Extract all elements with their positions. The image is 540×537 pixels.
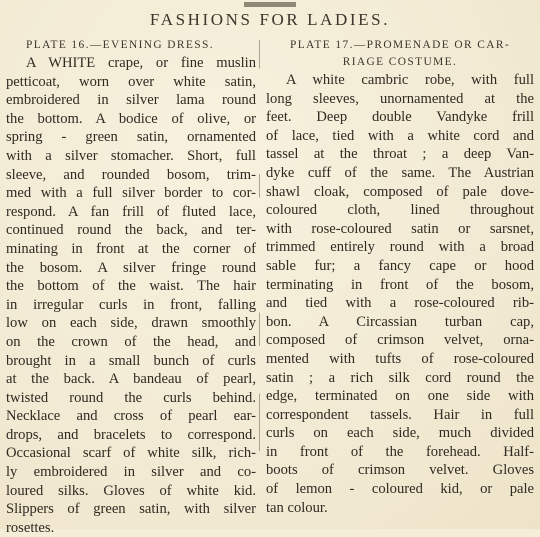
text-line: embroidered in silver lama round [6, 92, 256, 109]
text-line: trimmed entirely round with a broad [266, 239, 534, 256]
text-line: Occasional scarf of white silk, rich- [6, 445, 256, 462]
text-line: med with a full silver border to cor- [6, 185, 256, 202]
plate-17-text [266, 71, 534, 517]
text-line: ly embroidered in silver and co- [6, 464, 256, 481]
text-line: continued round the back, and ter- [6, 222, 256, 239]
header-ornament [244, 2, 296, 7]
plate-17-heading-line-2: RIAGE COSTUME. [342, 56, 458, 68]
text-line: long sleeves, unornamented at the [266, 90, 534, 107]
text-line: Slippers of green satin, with silver [6, 501, 256, 518]
text-line: sleeve, and rounded bosom, trim- [6, 166, 256, 183]
left-column [6, 37, 256, 537]
text-line: at the back. A bandeau of pearl, [6, 371, 256, 388]
text-line: Necklace and cross of pearl ear- [6, 408, 256, 425]
text-line: coloured cloth, lined throughout [266, 202, 534, 219]
text-line: boots of crimson velvet. Gloves [266, 462, 534, 479]
text-line: low on each side, drawn smoothly [6, 315, 256, 332]
text-line: respond. A fan frill of fluted lace, [6, 203, 256, 220]
text-line: drops, and bracelets to correspond. [6, 426, 256, 443]
text-line: of lace, tied with a white cord and [266, 127, 534, 144]
text-line: twisted round the curls behind. [6, 389, 256, 406]
text-line: shawl cloak, composed of pale dove- [266, 183, 534, 200]
text-line: in irregular curls in front, falling [6, 296, 256, 313]
text-line: A white cambric robe, with full [286, 72, 534, 88]
column-divider [259, 40, 260, 518]
text-line: minating in front at the corner of [6, 240, 256, 257]
text-line: and tied with a rose-coloured rib- [266, 295, 534, 312]
text-line: dyke cuff of the same. The Austrian [266, 164, 534, 181]
text-line: of lemon - coloured kid, or pale [266, 481, 534, 498]
text-line: terminating in front of the bosom, [266, 276, 534, 293]
right-column [266, 37, 534, 517]
text-line: loured silks. Gloves of white kid. [6, 482, 256, 499]
page-title: FASHIONS FOR LADIES. [149, 10, 391, 29]
plate-16-text [6, 54, 256, 537]
text-line: with rose-coloured satin or sarsnet, [266, 220, 534, 237]
text-line: petticoat, worn over white satin, [6, 73, 256, 90]
plate-17-heading-line-1: PLATE 17.—PROMENADE OR CAR- [289, 39, 511, 51]
text-line: composed of crimson velvet, orna- [266, 332, 534, 349]
text-line: spring - green satin, ornamented [6, 129, 256, 146]
text-line: sable fur; a fancy cape or hood [266, 257, 534, 274]
text-line: tassel at the throat ; a deep Van- [266, 146, 534, 163]
text-line: the bottom. A bodice of olive, or [6, 110, 256, 127]
text-line: edge, terminated on one side with [266, 388, 534, 405]
text-line: satin ; a rich silk cord round the [266, 369, 534, 386]
text-line: feet. Deep double Vandyke frill [266, 109, 534, 126]
text-line: curls on each side, much divided [266, 425, 534, 442]
text-line: with a silver stomacher. Short, full [6, 147, 256, 164]
text-line: A WHITE crape, or fine muslin [26, 55, 256, 71]
text-line: mented with tufts of rose-coloured [266, 350, 534, 367]
text-line: correspondent tassels. Hair in full [266, 406, 534, 423]
text-line: bon. A Circassian turban cap, [266, 313, 534, 330]
text-line: rosettes. [6, 519, 55, 536]
text-line: in front of the forehead. Half- [266, 443, 534, 460]
text-line: the bosom. A silver fringe round [6, 259, 256, 276]
text-line: tan colour. [266, 499, 328, 516]
plate-16-heading: PLATE 16.—EVENING DRESS. [26, 39, 215, 51]
text-line: on the crown of the head, and [6, 333, 256, 350]
text-line: the bottom of the waist. The hair [6, 278, 256, 295]
text-line: brought in a small bunch of curls [6, 352, 256, 369]
